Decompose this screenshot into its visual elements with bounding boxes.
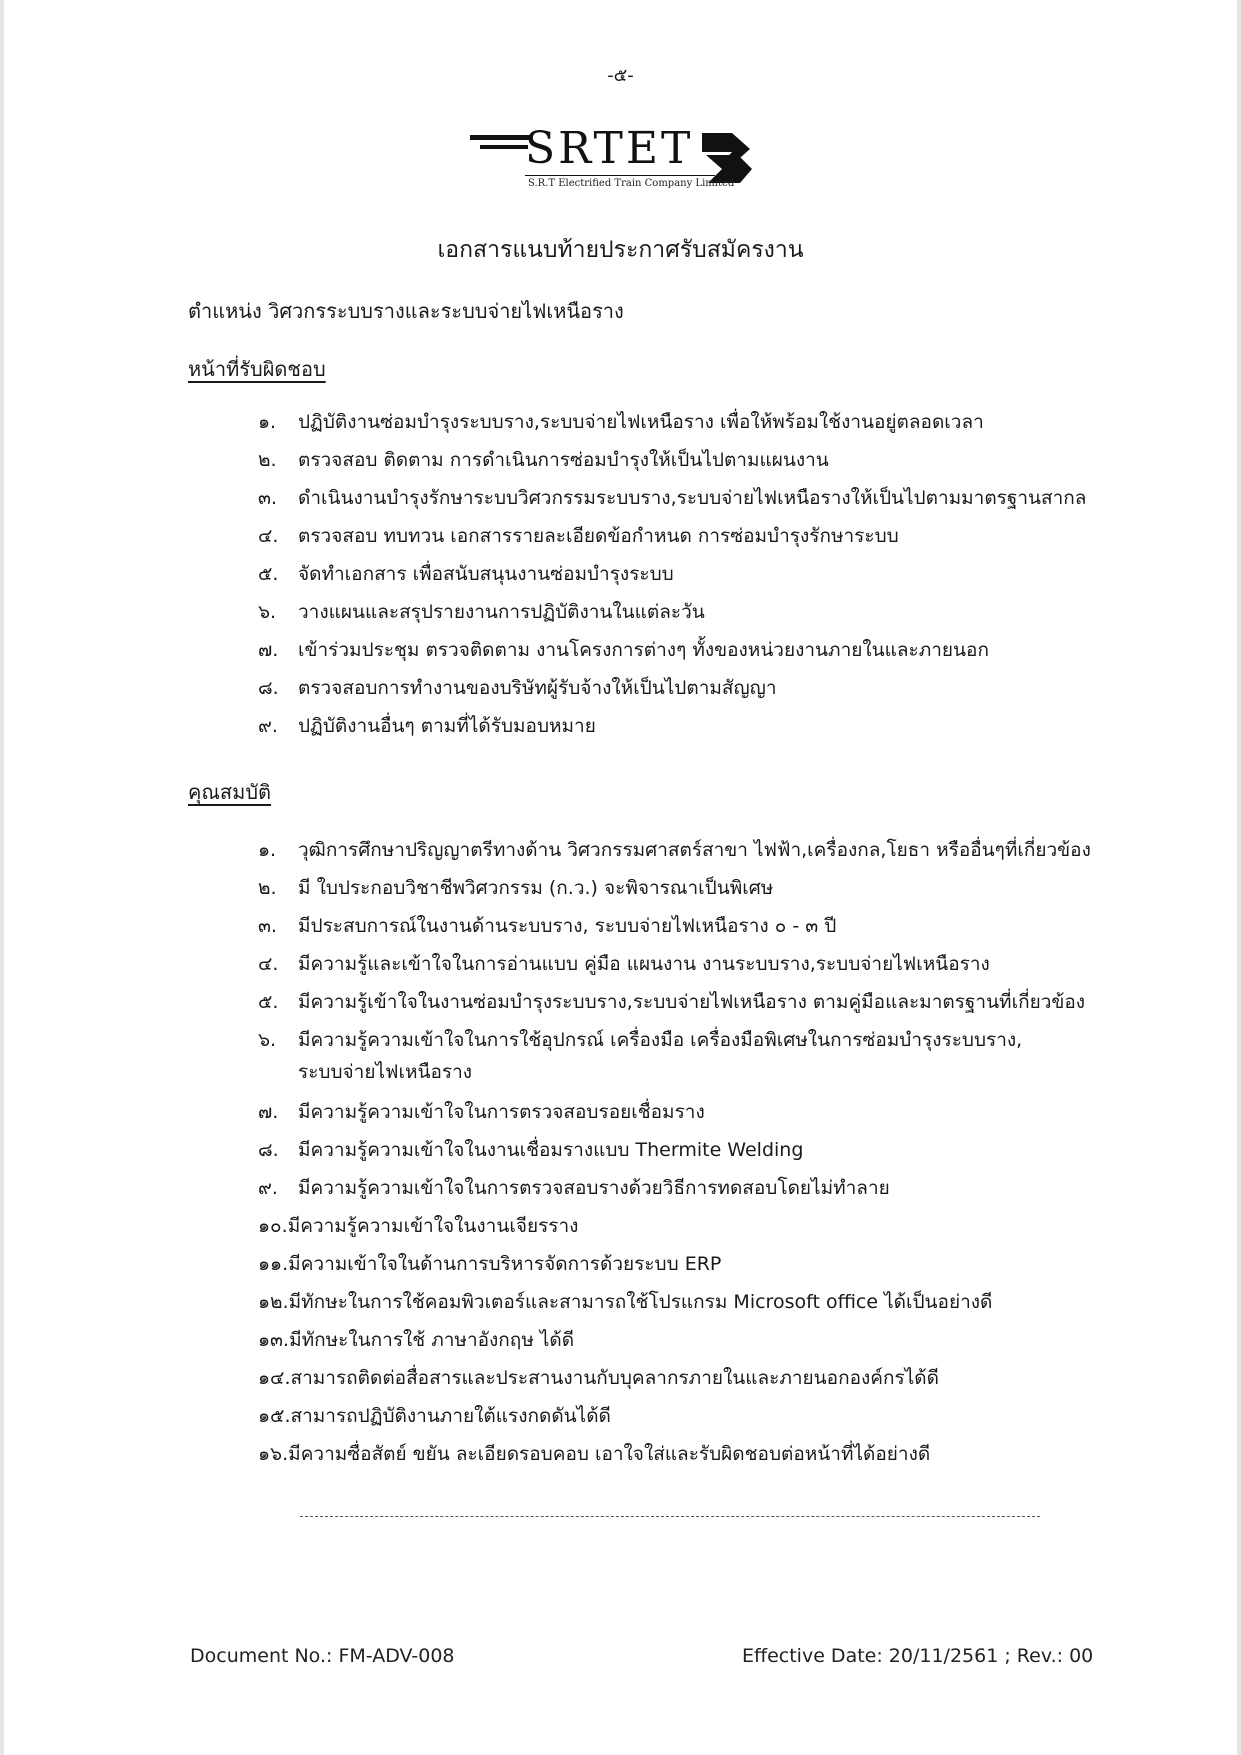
list-item: ๘. ตรวจสอบการทำงานของบริษัทผู้รับจ้างให้เป็นไปตามสัญญา: [258, 677, 777, 699]
list-item: ๑๔.สามารถติดต่อสื่อสารและประสานงานกับบุคลากรภายในและภายนอกองค์กรได้ดี: [258, 1367, 939, 1389]
list-item: ๓. ดำเนินงานบำรุงรักษาระบบวิศวกรรมระบบราง,ระบบจ่ายไฟเหนือรางให้เป็นไปตามมาตรฐานสากล: [258, 487, 1087, 509]
list-item: ๘. มีความรู้ความเข้าใจในงานเชื่อมรางแบบ Thermite Welding: [258, 1139, 804, 1161]
qualifications-list: [258, 834, 1091, 1476]
list-item: ๕. จัดทำเอกสาร เพื่อสนับสนุนงานซ่อมบำรุงระบบ: [258, 563, 674, 585]
logo-wordmark: SRTET: [525, 123, 694, 174]
list-item: ๓. มีประสบการณ์ในงานด้านระบบราง, ระบบจ่ายไฟเหนือราง ๐ - ๓ ปี: [258, 915, 837, 937]
list-item: ๒. มี ใบประกอบวิชาชีพวิศวกรรม (ก.ว.) จะพิจารณาเป็นพิเศษ: [258, 877, 774, 899]
page-number: -๕-: [607, 65, 634, 86]
list-item: ๑๖.มีความซื่อสัตย์ ขยัน ละเอียดรอบคอบ เอาใจใส่และรับผิดชอบต่อหน้าที่ได้อย่างดี: [258, 1443, 931, 1465]
position-title: ตำแหน่ง วิศวกรระบบรางและระบบจ่ายไฟเหนือราง: [188, 299, 624, 323]
list-item: ๔. ตรวจสอบ ทบทวน เอกสารรายละเอียดข้อกำหนด การซ่อมบำรุงรักษาระบบ: [258, 525, 899, 547]
list-item: ๗. เข้าร่วมประชุม ตรวจติดตาม งานโครงการต่างๆ ทั้งของหน่วยงานภายในและภายนอก: [258, 639, 989, 661]
list-item-continuation: ระบบจ่ายไฟเหนือราง: [298, 1061, 473, 1083]
document-number: Document No.: FM-ADV-008: [190, 1645, 455, 1667]
divider: [300, 1516, 1040, 1517]
list-item: ๗. มีความรู้ความเข้าใจในการตรวจสอบรอยเชื่อมราง: [258, 1101, 705, 1123]
list-item: ๑๒.มีทักษะในการใช้คอมพิวเตอร์และสามารถใช้โปรแกรม Microsoft office ได้เป็นอย่างดี: [258, 1291, 993, 1313]
list-item: ๑๕.สามารถปฏิบัติงานภายใต้แรงกดดันได้ดี: [258, 1405, 611, 1427]
responsibilities-heading: หน้าที่รับผิดชอบ: [188, 357, 326, 381]
document-title: เอกสารแนบท้ายประกาศรับสมัครงาน: [437, 237, 804, 263]
qualifications-heading: คุณสมบัติ: [188, 780, 272, 804]
list-item: ๕. มีความรู้เข้าใจในงานซ่อมบำรุงระบบราง,ระบบจ่ายไฟเหนือราง ตามคู่มือและมาตรฐานที่เกี่ยวข้อง: [258, 991, 1086, 1013]
list-item: ๑. วุฒิการศึกษาปริญญาตรีทางด้าน วิศวกรรมศาสตร์สาขา ไฟฟ้า,เครื่องกล,โยธา หรืออื่นๆที่เกี่ยวข้อง: [258, 839, 1091, 861]
effective-date: Effective Date: 20/11/2561 ; Rev.: 00: [742, 1645, 1094, 1667]
list-item: ๒. ตรวจสอบ ติดตาม การดำเนินการซ่อมบำรุงให้เป็นไปตามแผนงาน: [258, 449, 829, 471]
list-item: ๙. มีความรู้ความเข้าใจในการตรวจสอบรางด้วยวิธีการทดสอบโดยไม่ทำลาย: [258, 1177, 890, 1199]
list-item: ๑๑.มีความเข้าใจในด้านการบริหารจัดการด้วยระบบ ERP: [258, 1253, 722, 1275]
logo-subtitle: S.R.T Electrified Train Company Limited: [528, 178, 735, 189]
list-item: ๙. ปฏิบัติงานอื่นๆ ตามที่ได้รับมอบหมาย: [258, 715, 596, 737]
list-item: ๖. มีความรู้ความเข้าใจในการใช้อุปกรณ์ เครื่องมือ เครื่องมือพิเศษในการซ่อมบำรุงระบบราง, ระบบจ่ายไฟเหนือราง: [258, 1024, 1091, 1096]
list-item: ๔. มีความรู้และเข้าใจในการอ่านแบบ คู่มือ แผนงาน งานระบบราง,ระบบจ่ายไฟเหนือราง: [258, 953, 990, 975]
responsibilities-list: [258, 406, 1086, 748]
list-item: ๑๐.มีความรู้ความเข้าใจในงานเจียรราง: [258, 1215, 579, 1237]
company-logo: [470, 125, 820, 200]
list-item: ๑. ปฏิบัติงานซ่อมบำรุงระบบราง,ระบบจ่ายไฟเหนือราง เพื่อให้พร้อมใช้งานอยู่ตลอดเวลา: [258, 411, 984, 433]
list-item: ๑๓.มีทักษะในการใช้ ภาษาอังกฤษ ได้ดี: [258, 1329, 575, 1351]
list-item: ๖. วางแผนและสรุปรายงานการปฏิบัติงานในแต่ละวัน: [258, 601, 705, 623]
